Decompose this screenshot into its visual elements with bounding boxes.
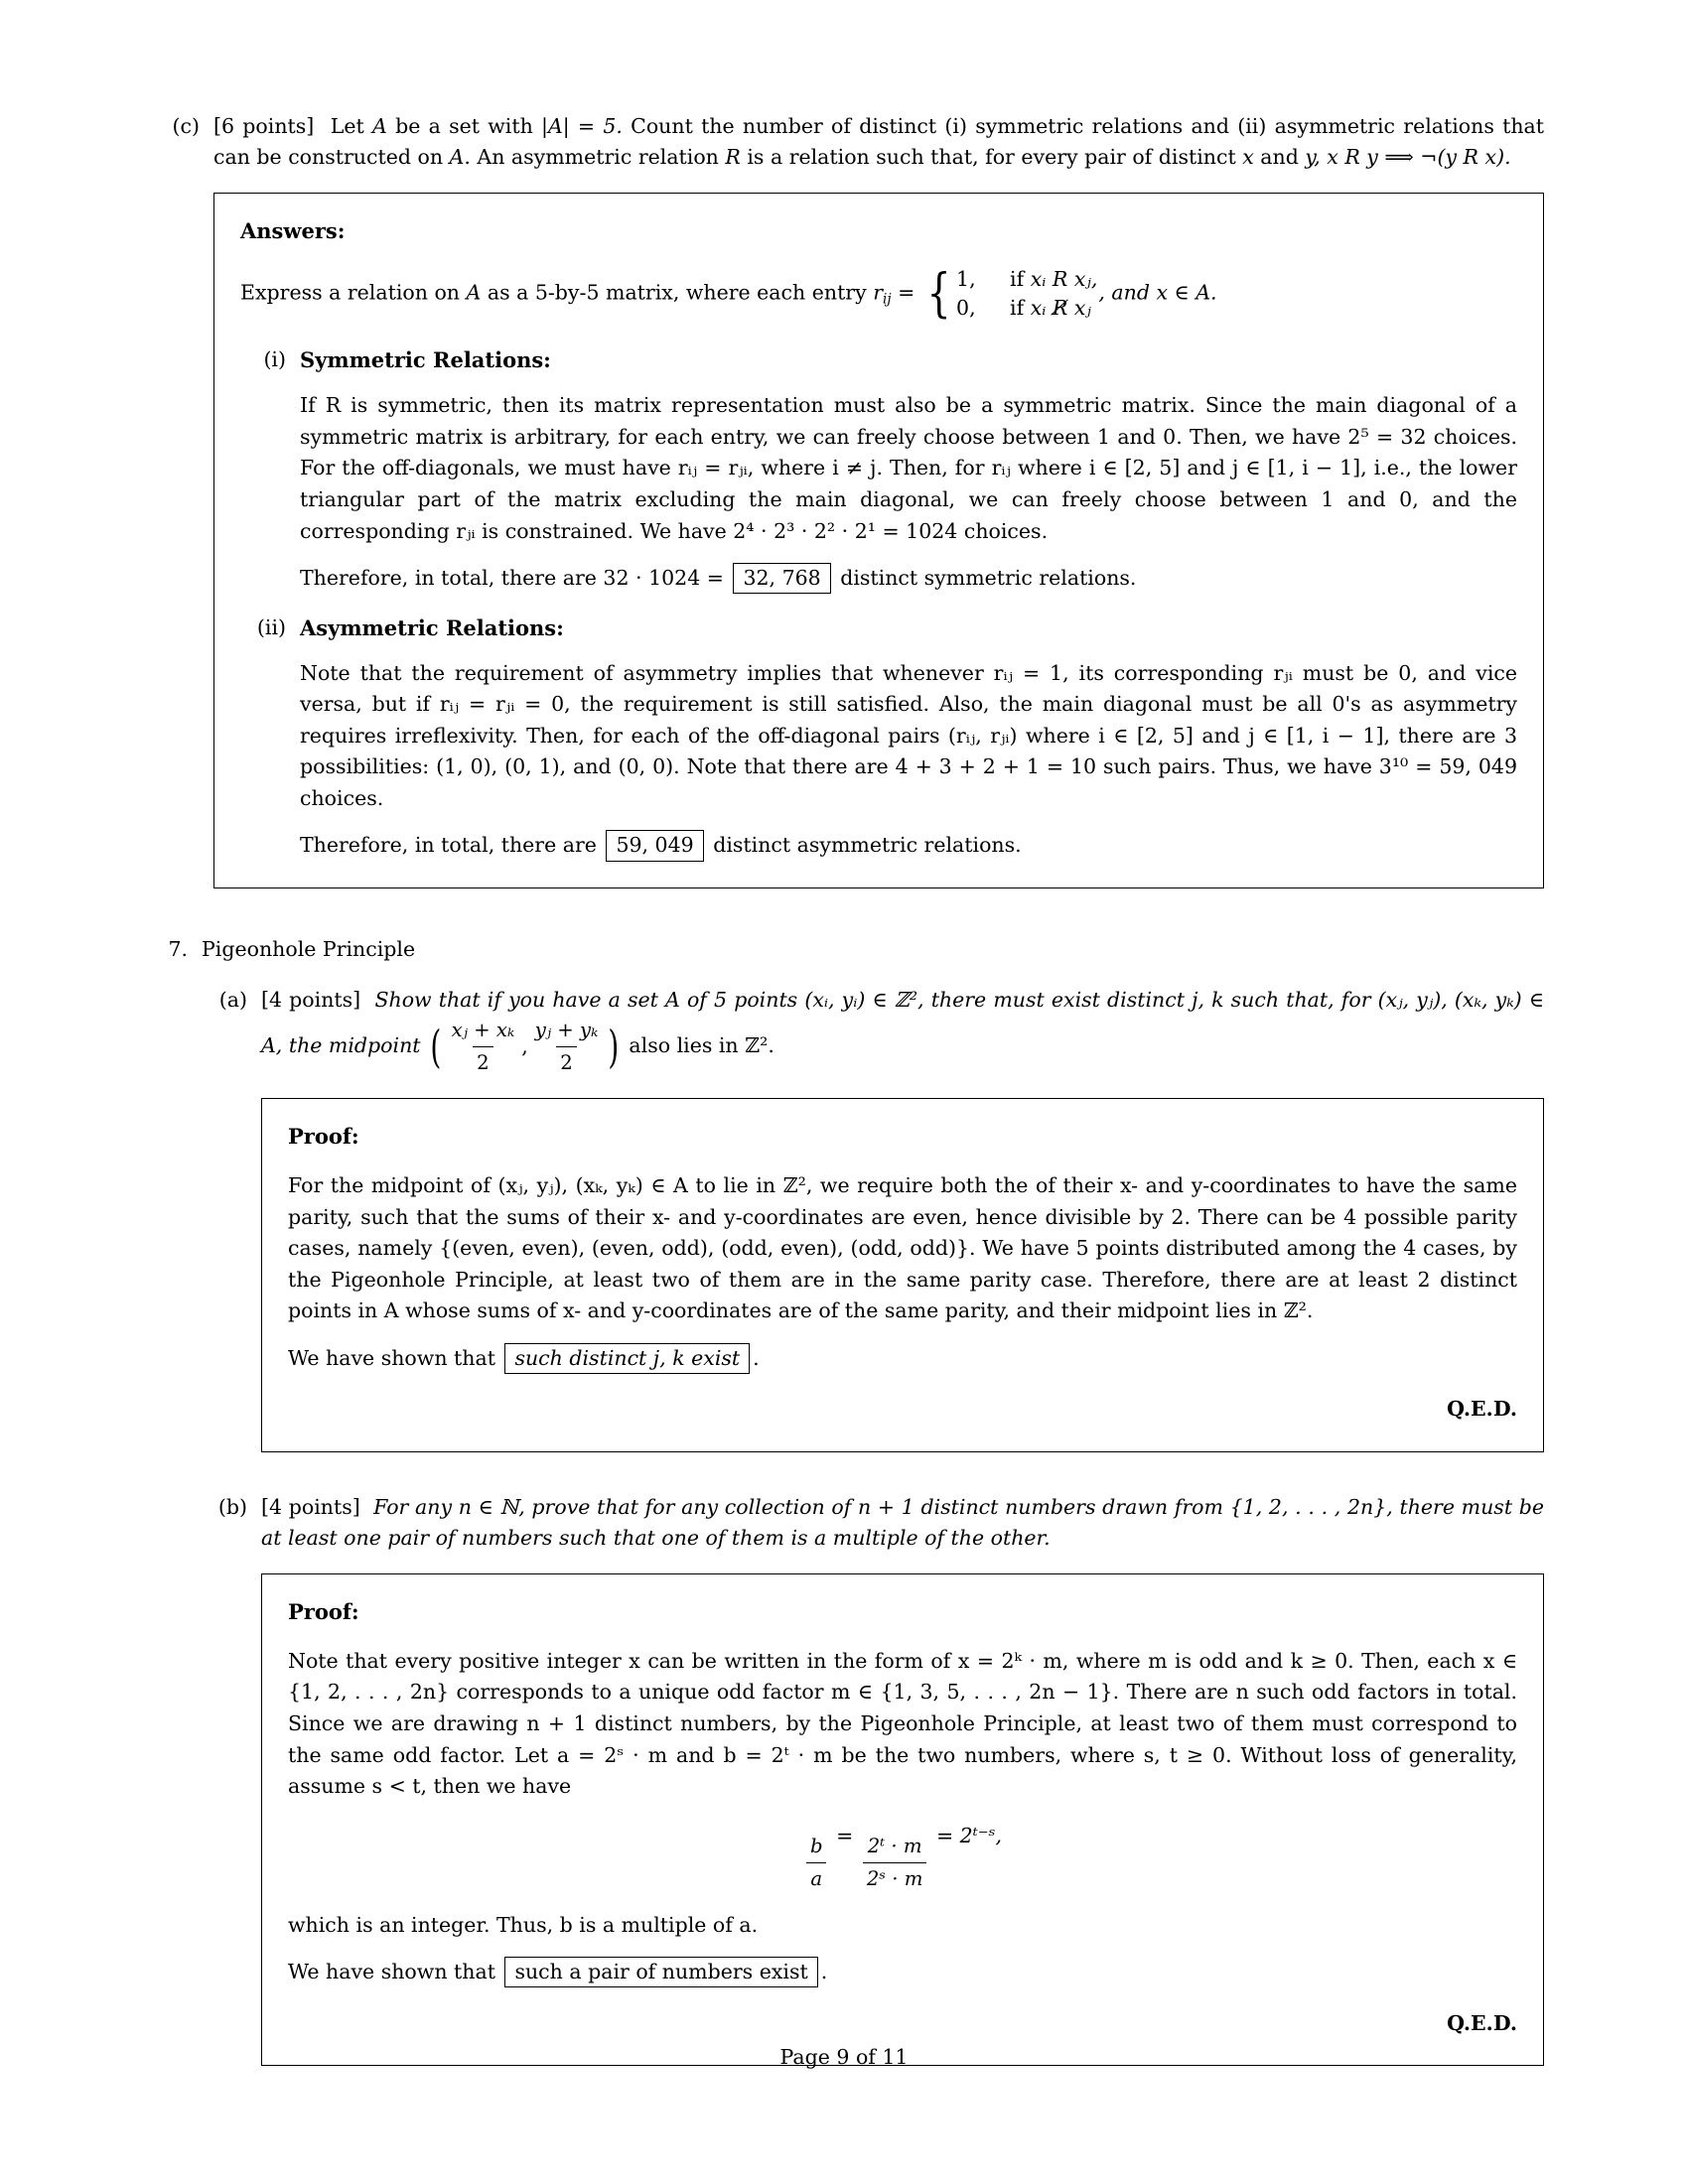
matrix-def-A: A xyxy=(466,280,482,305)
problem-6c-text-b: be a set with xyxy=(386,114,542,138)
case-2-condition xyxy=(994,294,1091,323)
answer-part-i xyxy=(240,344,1517,594)
case-1-if: if xyxy=(1010,267,1031,292)
proof-7a-shown xyxy=(288,1343,1517,1375)
case-2-if: if xyxy=(1010,296,1031,321)
ratio-numerator: b xyxy=(810,1834,823,1857)
answer-part-ii-body xyxy=(300,613,1517,862)
answer-i-conclusion-post: distinct symmetric relations. xyxy=(833,566,1137,591)
matrix-def-text-b: as a 5-by-5 matrix, where each entry xyxy=(481,280,874,305)
proof-7a-boxed-claim: such distinct j, k exist xyxy=(504,1343,750,1374)
page-content xyxy=(154,111,1544,2066)
answer-part-ii-conclusion xyxy=(300,830,1517,862)
proof-7b-header: Proof: xyxy=(288,1598,359,1624)
case-row-1 xyxy=(956,265,1097,294)
proof-7a-shown-pre: We have shown that xyxy=(288,1345,502,1370)
midpoint-y-numerator: yⱼ + yₖ xyxy=(534,1019,599,1042)
display-equals-1: = xyxy=(836,1823,854,1847)
powers-denominator: 2ˢ · m xyxy=(863,1862,927,1894)
answer-part-i-body xyxy=(300,344,1517,594)
proof-7b-display-equation xyxy=(288,1821,1517,1894)
display-result: 2ᵗ⁻ˢ, xyxy=(959,1823,1002,1847)
midpoint-x-numerator: xⱼ + xₖ xyxy=(451,1019,515,1042)
set-A-symbol-2: A xyxy=(449,145,465,170)
problem-7b-body xyxy=(261,1492,1544,2066)
case-2-value: 0, xyxy=(956,296,976,321)
problem-7a-points: [4 points] xyxy=(261,988,361,1013)
ratio-b-over-a xyxy=(806,1832,827,1894)
answer-part-i-title: Symmetric Relations: xyxy=(300,347,551,373)
midpoint-x-denominator: 2 xyxy=(473,1046,493,1078)
problem-7b xyxy=(202,1492,1544,2066)
answer-part-i-conclusion xyxy=(300,563,1517,595)
answers-box-header: Answers: xyxy=(240,218,346,244)
answer-part-ii xyxy=(240,613,1517,862)
proof-7b-paragraph: Note that every positive integer x can be written in the form of x = 2ᵏ · m, where m is odd and k ≥ 0. Then, each x ∈ {1, 2, . . . , 2n} corresponds to a unique odd factor m ∈ {1, 3, 5, . . . , 2n − 1}. There are n such odd factors in total. Since we are drawing n + 1 distinct numbers, by the Pigeonhole Principle, at least two of them must correspond to the same odd factor. Let a = 2ˢ · m and b = 2ᵗ · m be the two numbers, where s, t ≥ 0. Without loss of generality, assume s < t, then we have xyxy=(288,1648,1517,1799)
problem-7-number: 7. xyxy=(168,937,188,961)
problem-6c-statement xyxy=(213,111,1544,888)
right-paren-icon: ) xyxy=(608,1020,620,1073)
midpoint-tuple xyxy=(427,1016,623,1078)
answer-part-ii-paragraph: Note that the requirement of asymmetry implies that whenever rᵢⱼ = 1, its corresponding rⱼᵢ must be 0, and vice versa, but if rᵢⱼ = rⱼᵢ = 0, the requirement is still satisfied. Also, the main diagonal must be all 0's as asymmetry requires irreflexivity. Then, for each of the off-diagonal pairs (rᵢⱼ, rⱼᵢ) where i ∈ [2, 5] and j ∈ [1, i − 1], there are 3 possibilities: (1, 0), (0, 1), and (0, 0). Note that there are 4 + 3 + 2 + 1 = 10 such pairs. Thus, we have 3¹⁰ = 59, 049 choices. xyxy=(300,660,1517,810)
problem-7a-body xyxy=(261,985,1544,1451)
problem-6c-points: [6 points] xyxy=(213,114,315,138)
proof-7a-shown-post: . xyxy=(753,1345,760,1370)
left-brace-icon: { xyxy=(926,263,951,325)
midpoint-comma: , xyxy=(521,1034,528,1059)
problem-6c-text-e: is a relation such that, for every pair of distinct xyxy=(740,145,1243,170)
matrix-entry-definition xyxy=(240,265,1517,323)
problem-7a xyxy=(202,985,1544,1451)
problem-7-title: Pigeonhole Principle xyxy=(202,937,416,961)
ratio-denominator: a xyxy=(806,1862,826,1894)
proof-7b-boxed-claim: such a pair of numbers exist xyxy=(504,1957,817,1987)
cases-rows xyxy=(956,265,1097,323)
powers-fraction xyxy=(863,1832,927,1894)
problem-6c xyxy=(154,111,1544,888)
problem-7b-statement-text: For any n ∈ ℕ, prove that for any collection of n + 1 distinct numbers drawn from {1, 2, . . . , 2n}, there must be at least one pair of numbers such that one of them is a multiple of the other. xyxy=(261,1494,1545,1550)
asymmetry-formula: , x R y ⟹ ¬(y R x). xyxy=(1314,145,1511,170)
problem-7-body xyxy=(202,934,1544,2066)
cardinality-expr: |A| = 5. xyxy=(541,114,623,138)
proof-7b-qed: Q.E.D. xyxy=(1447,2010,1517,2035)
problem-6c-and: and xyxy=(1253,145,1306,170)
proof-7a-qed: Q.E.D. xyxy=(1447,1397,1517,1422)
page-footer: Page 9 of 11 xyxy=(779,2045,909,2069)
matrix-def-text-a: Express a relation on xyxy=(240,280,467,305)
cases-brace-block xyxy=(922,265,1098,323)
answer-part-ii-label: (ii) xyxy=(256,614,286,639)
answer-ii-conclusion-pre: Therefore, in total, there are xyxy=(300,833,604,858)
answer-part-i-paragraph: If R is symmetric, then its matrix representation must also be a symmetric matrix. Since the main diagonal of a symmetric matrix is arbitrary, for each entry, we can freely choose between 1 and 0. Then, we have 2⁵ = 32 choices. For the off-diagonals, we must have rᵢⱼ = rⱼᵢ, where i ≠ j. Then, for rᵢⱼ where i ∈ [2, 5] and j ∈ [1, i − 1], i.e., the lower triangular part of the matrix excluding the main diagonal, we can freely choose between 1 and 0, and the corresponding rⱼᵢ is constrained. We have 2⁴ · 2³ · 2² · 2¹ = 1024 choices. xyxy=(300,393,1517,543)
relation-R-symbol: R xyxy=(725,145,741,170)
answer-ii-boxed-value: 59, 049 xyxy=(606,830,703,861)
case-row-2 xyxy=(956,294,1097,323)
answer-ii-conclusion-post: distinct asymmetric relations. xyxy=(706,833,1022,858)
proof-7a-header: Proof: xyxy=(288,1124,359,1150)
spacer-1 xyxy=(154,888,1544,934)
proof-7b-shown-pre: We have shown that xyxy=(288,1960,502,1984)
problem-7b-statement xyxy=(261,1492,1544,1554)
proof-7b-paragraph-2: which is an integer. Thus, b is a multiple of a. xyxy=(288,1912,759,1937)
answer-part-ii-title: Asymmetric Relations: xyxy=(300,614,564,640)
case-1-value: 1, xyxy=(956,267,976,292)
entry-r: r xyxy=(873,280,884,305)
problem-7 xyxy=(154,934,1544,2066)
var-x: x xyxy=(1242,145,1254,170)
left-paren-icon: ( xyxy=(430,1020,442,1073)
display-equals-2: = xyxy=(935,1823,954,1847)
problem-7a-label: (a) xyxy=(218,988,247,1013)
problem-7b-label: (b) xyxy=(217,1494,247,1519)
problem-6c-text-c: Count the number of distinct (i) symmetric relations and (ii) asymmetric relations that can be constructed on xyxy=(213,114,1544,170)
entry-r-subscript: ij xyxy=(883,291,892,308)
matrix-def-tail: , and x ∈ A. xyxy=(1098,280,1217,305)
proof-box-7b xyxy=(261,1573,1544,2066)
problem-6c-text-d: . An asymmetric relation xyxy=(464,145,726,170)
proof-7b-shown xyxy=(288,1957,1517,1988)
proof-box-7a xyxy=(261,1098,1544,1451)
answers-box xyxy=(213,193,1544,888)
problem-7a-statement-post: also lies in ℤ². xyxy=(622,1033,774,1058)
case-1-condition xyxy=(994,265,1097,294)
answer-i-boxed-value: 32, 768 xyxy=(733,563,830,594)
var-y: y xyxy=(1305,145,1315,170)
midpoint-x-fraction xyxy=(448,1016,519,1078)
midpoint-y-denominator: 2 xyxy=(556,1046,577,1078)
problem-6c-label: (c) xyxy=(172,114,200,138)
set-A-symbol: A xyxy=(372,114,387,138)
problem-7b-points: [4 points] xyxy=(261,1494,360,1519)
powers-numerator: 2ᵗ · m xyxy=(867,1834,922,1857)
problem-7a-statement-pre: Show that if you have a set A of 5 points (xᵢ, yᵢ) ∈ ℤ², there must exist distinct j, k such that, for (xⱼ, yⱼ), (xₖ, yₖ) ∈ A, the midpoint xyxy=(261,988,1544,1058)
answer-part-i-label: (i) xyxy=(263,347,286,372)
problem-7a-statement xyxy=(261,985,1544,1078)
proof-7b-shown-post: . xyxy=(820,1960,828,1984)
case-1-cond-expr: xᵢ R xⱼ, xyxy=(1030,267,1098,292)
midpoint-y-fraction xyxy=(531,1016,603,1078)
proof-7a-paragraph: For the midpoint of (xⱼ, yⱼ), (xₖ, yₖ) ∈ A to lie in ℤ², we require both the of their x- and y-coordinates to have the same parity, such that the sums of their x- and y-coordinates are even, hence divisible by 2. There can be 4 possible parity cases, namely {(even, even), (even, odd), (odd, even), (odd, odd)}. We have 5 points distributed among the 4 cases, by the Pigeonhole Principle, at least two of them are in the same parity case. Therefore, there are at least 2 distinct points in A whose sums of x- and y-coordinates are of the same parity, and their midpoint lies in ℤ². xyxy=(288,1173,1517,1323)
problem-6c-text-a: Let xyxy=(330,114,373,138)
answer-i-conclusion-pre: Therefore, in total, there are 32 · 1024 = xyxy=(300,566,731,591)
matrix-def-eq: = xyxy=(891,280,921,305)
case-2-cond-expr: xᵢ R̸ xⱼ xyxy=(1030,296,1091,321)
